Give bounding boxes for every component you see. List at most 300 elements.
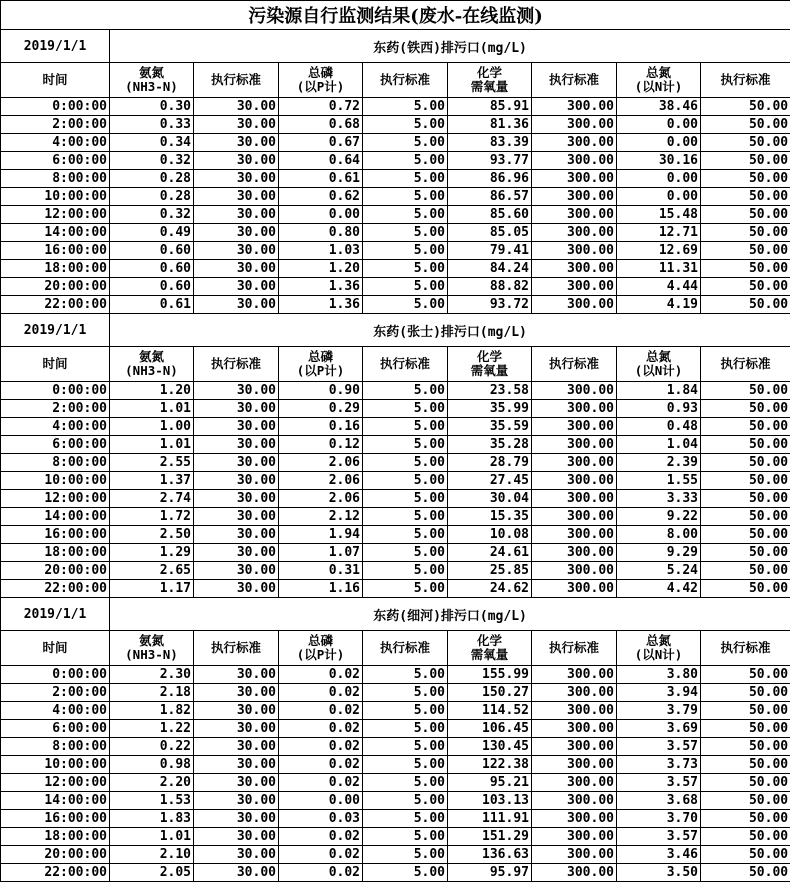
header-standard: 执行标准	[194, 631, 279, 666]
cell-ammonia-nitrogen: 1.01	[110, 436, 194, 454]
cell-ammonia-nitrogen: 1.22	[110, 720, 194, 738]
cell-nitrogen-standard: 50.00	[701, 580, 790, 598]
cell-nitrogen-standard: 50.00	[701, 828, 790, 846]
cell-ammonia-nitrogen: 0.32	[110, 152, 194, 170]
cell-total-nitrogen: 3.50	[617, 864, 701, 882]
cell-total-nitrogen: 0.00	[617, 170, 701, 188]
cell-ammonia-standard: 30.00	[194, 188, 279, 206]
cell-nitrogen-standard: 50.00	[701, 242, 790, 260]
table-row	[1, 810, 790, 828]
cell-ammonia-nitrogen: 1.00	[110, 418, 194, 436]
cell-ammonia-standard: 30.00	[194, 738, 279, 756]
cell-time: 14:00:00	[1, 792, 110, 810]
cell-time: 8:00:00	[1, 454, 110, 472]
table-row	[1, 738, 790, 756]
cell-ammonia-nitrogen: 1.83	[110, 810, 194, 828]
cell-cod-standard: 300.00	[532, 544, 617, 562]
table-row	[1, 472, 790, 490]
header-line: (NH3-N)	[125, 647, 178, 662]
cell-ammonia-nitrogen: 1.17	[110, 580, 194, 598]
header-total-nitrogen	[617, 63, 701, 98]
cell-nitrogen-standard: 50.00	[701, 152, 790, 170]
cell-nitrogen-standard: 50.00	[701, 134, 790, 152]
header-line: 总氮	[646, 633, 671, 648]
cell-total-nitrogen: 3.73	[617, 756, 701, 774]
header-line: (以P计)	[297, 79, 345, 94]
cell-cod-standard: 300.00	[532, 472, 617, 490]
cell-phosphorus-standard: 5.00	[363, 454, 448, 472]
cell-nitrogen-standard: 50.00	[701, 684, 790, 702]
header-line: 化学	[477, 349, 502, 364]
cell-phosphorus-standard: 5.00	[363, 544, 448, 562]
cell-total-nitrogen: 4.42	[617, 580, 701, 598]
cell-phosphorus-standard: 5.00	[363, 152, 448, 170]
cell-ammonia-nitrogen: 2.10	[110, 846, 194, 864]
cell-total-nitrogen: 12.69	[617, 242, 701, 260]
table-row	[1, 490, 790, 508]
cell-phosphorus-standard: 5.00	[363, 490, 448, 508]
cell-ammonia-nitrogen: 0.28	[110, 188, 194, 206]
cell-time: 10:00:00	[1, 756, 110, 774]
header-ammonia-nitrogen	[110, 347, 194, 382]
cell-time: 20:00:00	[1, 278, 110, 296]
header-time: 时间	[1, 63, 110, 98]
header-standard: 执行标准	[194, 347, 279, 382]
cell-total-phosphorus: 1.94	[279, 526, 363, 544]
cell-time: 20:00:00	[1, 846, 110, 864]
cell-total-phosphorus: 1.36	[279, 296, 363, 314]
cell-time: 0:00:00	[1, 98, 110, 116]
header-line: 氨氮	[139, 65, 164, 80]
table-row	[1, 206, 790, 224]
header-ammonia-nitrogen	[110, 63, 194, 98]
cell-ammonia-standard: 30.00	[194, 278, 279, 296]
cell-ammonia-standard: 30.00	[194, 134, 279, 152]
cell-ammonia-nitrogen: 0.60	[110, 260, 194, 278]
table-row	[1, 544, 790, 562]
cell-time: 22:00:00	[1, 864, 110, 882]
cell-cod: 86.96	[448, 170, 532, 188]
header-standard: 执行标准	[701, 347, 790, 382]
cell-total-nitrogen: 1.55	[617, 472, 701, 490]
table-row	[1, 116, 790, 134]
cell-cod: 111.91	[448, 810, 532, 828]
cell-nitrogen-standard: 50.00	[701, 382, 790, 400]
cell-ammonia-standard: 30.00	[194, 544, 279, 562]
cell-time: 12:00:00	[1, 206, 110, 224]
header-line: 总氮	[646, 65, 671, 80]
header-line: 总磷	[308, 633, 333, 648]
cell-total-phosphorus: 1.07	[279, 544, 363, 562]
cell-ammonia-standard: 30.00	[194, 720, 279, 738]
cell-cod-standard: 300.00	[532, 774, 617, 792]
cell-cod-standard: 300.00	[532, 864, 617, 882]
header-line: (以N计)	[635, 363, 683, 378]
cell-total-phosphorus: 0.02	[279, 738, 363, 756]
cell-cod-standard: 300.00	[532, 116, 617, 134]
cell-phosphorus-standard: 5.00	[363, 526, 448, 544]
cell-ammonia-standard: 30.00	[194, 756, 279, 774]
cell-ammonia-standard: 30.00	[194, 296, 279, 314]
cell-phosphorus-standard: 5.00	[363, 296, 448, 314]
section-date: 2019/1/1	[1, 314, 110, 347]
cell-ammonia-standard: 30.00	[194, 454, 279, 472]
cell-total-nitrogen: 3.69	[617, 720, 701, 738]
cell-cod: 24.61	[448, 544, 532, 562]
cell-nitrogen-standard: 50.00	[701, 490, 790, 508]
header-time: 时间	[1, 347, 110, 382]
section-header-row	[1, 30, 790, 63]
cell-total-nitrogen: 4.19	[617, 296, 701, 314]
cell-cod: 95.21	[448, 774, 532, 792]
table-row	[1, 864, 790, 882]
cell-nitrogen-standard: 50.00	[701, 278, 790, 296]
cell-cod: 81.36	[448, 116, 532, 134]
table-row	[1, 774, 790, 792]
cell-cod: 150.27	[448, 684, 532, 702]
cell-ammonia-standard: 30.00	[194, 702, 279, 720]
cell-total-nitrogen: 2.39	[617, 454, 701, 472]
cell-total-nitrogen: 0.00	[617, 188, 701, 206]
cell-time: 18:00:00	[1, 544, 110, 562]
cell-ammonia-standard: 30.00	[194, 206, 279, 224]
cell-phosphorus-standard: 5.00	[363, 684, 448, 702]
cell-time: 4:00:00	[1, 418, 110, 436]
cell-phosphorus-standard: 5.00	[363, 170, 448, 188]
header-line: 化学	[477, 633, 502, 648]
cell-phosphorus-standard: 5.00	[363, 580, 448, 598]
table-row	[1, 756, 790, 774]
cell-cod-standard: 300.00	[532, 400, 617, 418]
column-header-row	[1, 63, 790, 98]
cell-cod-standard: 300.00	[532, 792, 617, 810]
cell-phosphorus-standard: 5.00	[363, 864, 448, 882]
cell-cod: 35.99	[448, 400, 532, 418]
cell-phosphorus-standard: 5.00	[363, 756, 448, 774]
header-total-nitrogen	[617, 347, 701, 382]
cell-total-phosphorus: 0.72	[279, 98, 363, 116]
cell-time: 2:00:00	[1, 116, 110, 134]
cell-total-phosphorus: 0.02	[279, 684, 363, 702]
cell-time: 14:00:00	[1, 224, 110, 242]
cell-cod-standard: 300.00	[532, 260, 617, 278]
cell-total-phosphorus: 1.36	[279, 278, 363, 296]
cell-ammonia-nitrogen: 2.55	[110, 454, 194, 472]
cell-cod-standard: 300.00	[532, 720, 617, 738]
table-row	[1, 526, 790, 544]
cell-ammonia-standard: 30.00	[194, 242, 279, 260]
cell-nitrogen-standard: 50.00	[701, 454, 790, 472]
cell-ammonia-nitrogen: 0.28	[110, 170, 194, 188]
cell-cod-standard: 300.00	[532, 828, 617, 846]
cell-cod-standard: 300.00	[532, 224, 617, 242]
cell-total-phosphorus: 2.06	[279, 454, 363, 472]
table-row	[1, 188, 790, 206]
cell-total-phosphorus: 0.00	[279, 206, 363, 224]
table-row	[1, 242, 790, 260]
cell-cod-standard: 300.00	[532, 454, 617, 472]
cell-total-nitrogen: 30.16	[617, 152, 701, 170]
cell-cod: 103.13	[448, 792, 532, 810]
cell-phosphorus-standard: 5.00	[363, 400, 448, 418]
cell-ammonia-nitrogen: 1.53	[110, 792, 194, 810]
page-title: 污染源自行监测结果(废水-在线监测)	[1, 1, 790, 30]
table-row	[1, 720, 790, 738]
cell-total-phosphorus: 0.02	[279, 756, 363, 774]
cell-nitrogen-standard: 50.00	[701, 562, 790, 580]
cell-ammonia-nitrogen: 1.37	[110, 472, 194, 490]
cell-cod: 130.45	[448, 738, 532, 756]
cell-phosphorus-standard: 5.00	[363, 278, 448, 296]
cell-nitrogen-standard: 50.00	[701, 792, 790, 810]
cell-time: 14:00:00	[1, 508, 110, 526]
section-date: 2019/1/1	[1, 30, 110, 63]
header-line: 需氧量	[471, 79, 509, 94]
cell-nitrogen-standard: 50.00	[701, 810, 790, 828]
cell-phosphorus-standard: 5.00	[363, 792, 448, 810]
cell-ammonia-nitrogen: 0.34	[110, 134, 194, 152]
cell-cod: 106.45	[448, 720, 532, 738]
table-row	[1, 508, 790, 526]
cell-total-nitrogen: 9.29	[617, 544, 701, 562]
cell-cod: 86.57	[448, 188, 532, 206]
cell-ammonia-standard: 30.00	[194, 774, 279, 792]
cell-ammonia-nitrogen: 2.30	[110, 666, 194, 684]
cell-nitrogen-standard: 50.00	[701, 170, 790, 188]
cell-cod: 27.45	[448, 472, 532, 490]
cell-total-nitrogen: 15.48	[617, 206, 701, 224]
cell-cod-standard: 300.00	[532, 810, 617, 828]
table-row	[1, 454, 790, 472]
section-header-row	[1, 598, 790, 631]
header-standard: 执行标准	[532, 347, 617, 382]
cell-total-phosphorus: 0.02	[279, 666, 363, 684]
cell-nitrogen-standard: 50.00	[701, 224, 790, 242]
cell-ammonia-standard: 30.00	[194, 846, 279, 864]
cell-cod-standard: 300.00	[532, 684, 617, 702]
cell-time: 18:00:00	[1, 828, 110, 846]
header-standard: 执行标准	[532, 631, 617, 666]
cell-total-nitrogen: 0.00	[617, 134, 701, 152]
cell-ammonia-standard: 30.00	[194, 508, 279, 526]
cell-total-nitrogen: 11.31	[617, 260, 701, 278]
cell-total-nitrogen: 3.57	[617, 738, 701, 756]
cell-phosphorus-standard: 5.00	[363, 562, 448, 580]
header-line: 需氧量	[471, 363, 509, 378]
cell-time: 4:00:00	[1, 134, 110, 152]
cell-total-phosphorus: 2.06	[279, 490, 363, 508]
cell-phosphorus-standard: 5.00	[363, 810, 448, 828]
cell-nitrogen-standard: 50.00	[701, 206, 790, 224]
cell-total-phosphorus: 0.61	[279, 170, 363, 188]
cell-total-nitrogen: 8.00	[617, 526, 701, 544]
cell-phosphorus-standard: 5.00	[363, 436, 448, 454]
cell-total-nitrogen: 3.94	[617, 684, 701, 702]
header-line: 氨氮	[139, 349, 164, 364]
cell-cod-standard: 300.00	[532, 562, 617, 580]
cell-cod-standard: 300.00	[532, 382, 617, 400]
cell-nitrogen-standard: 50.00	[701, 544, 790, 562]
cell-time: 12:00:00	[1, 774, 110, 792]
header-line: (以P计)	[297, 363, 345, 378]
cell-total-nitrogen: 1.04	[617, 436, 701, 454]
cell-total-nitrogen: 0.00	[617, 116, 701, 134]
cell-total-nitrogen: 38.46	[617, 98, 701, 116]
cell-ammonia-nitrogen: 2.74	[110, 490, 194, 508]
cell-ammonia-nitrogen: 0.32	[110, 206, 194, 224]
cell-total-phosphorus: 1.16	[279, 580, 363, 598]
cell-total-nitrogen: 3.80	[617, 666, 701, 684]
header-line: 总磷	[308, 65, 333, 80]
cell-total-phosphorus: 0.02	[279, 720, 363, 738]
table-row	[1, 792, 790, 810]
cell-ammonia-standard: 30.00	[194, 224, 279, 242]
cell-time: 16:00:00	[1, 810, 110, 828]
cell-cod: 85.05	[448, 224, 532, 242]
cell-nitrogen-standard: 50.00	[701, 260, 790, 278]
header-line: (以N计)	[635, 79, 683, 94]
cell-cod: 114.52	[448, 702, 532, 720]
cell-total-phosphorus: 1.03	[279, 242, 363, 260]
cell-cod: 136.63	[448, 846, 532, 864]
cell-total-nitrogen: 3.57	[617, 774, 701, 792]
table-row	[1, 260, 790, 278]
cell-cod-standard: 300.00	[532, 206, 617, 224]
cell-ammonia-nitrogen: 1.20	[110, 382, 194, 400]
column-header-row	[1, 631, 790, 666]
cell-cod-standard: 300.00	[532, 134, 617, 152]
cell-total-phosphorus: 0.02	[279, 702, 363, 720]
cell-phosphorus-standard: 5.00	[363, 720, 448, 738]
cell-phosphorus-standard: 5.00	[363, 98, 448, 116]
cell-total-nitrogen: 3.68	[617, 792, 701, 810]
cell-cod: 23.58	[448, 382, 532, 400]
cell-ammonia-nitrogen: 2.65	[110, 562, 194, 580]
cell-cod-standard: 300.00	[532, 418, 617, 436]
cell-phosphorus-standard: 5.00	[363, 846, 448, 864]
table-row	[1, 702, 790, 720]
station-title: 东药(细河)排污口(mg/L)	[110, 598, 790, 631]
cell-nitrogen-standard: 50.00	[701, 864, 790, 882]
cell-total-nitrogen: 3.33	[617, 490, 701, 508]
cell-total-nitrogen: 3.57	[617, 828, 701, 846]
cell-ammonia-standard: 30.00	[194, 864, 279, 882]
cell-time: 18:00:00	[1, 260, 110, 278]
header-cod	[448, 63, 532, 98]
header-standard: 执行标准	[194, 63, 279, 98]
cell-phosphorus-standard: 5.00	[363, 418, 448, 436]
cell-phosphorus-standard: 5.00	[363, 242, 448, 260]
cell-ammonia-standard: 30.00	[194, 490, 279, 508]
cell-total-phosphorus: 0.68	[279, 116, 363, 134]
cell-cod: 10.08	[448, 526, 532, 544]
table-row	[1, 296, 790, 314]
header-total-nitrogen	[617, 631, 701, 666]
cell-total-phosphorus: 2.06	[279, 472, 363, 490]
cell-time: 22:00:00	[1, 580, 110, 598]
cell-ammonia-nitrogen: 2.20	[110, 774, 194, 792]
cell-time: 10:00:00	[1, 188, 110, 206]
cell-total-phosphorus: 0.80	[279, 224, 363, 242]
cell-cod: 35.59	[448, 418, 532, 436]
header-standard: 执行标准	[701, 631, 790, 666]
cell-total-phosphorus: 0.02	[279, 774, 363, 792]
header-cod	[448, 347, 532, 382]
cell-total-phosphorus: 0.64	[279, 152, 363, 170]
cell-nitrogen-standard: 50.00	[701, 738, 790, 756]
cell-cod-standard: 300.00	[532, 152, 617, 170]
cell-cod-standard: 300.00	[532, 278, 617, 296]
table-row	[1, 666, 790, 684]
cell-ammonia-nitrogen: 0.49	[110, 224, 194, 242]
table-row	[1, 152, 790, 170]
header-line: (以P计)	[297, 647, 345, 662]
cell-ammonia-standard: 30.00	[194, 526, 279, 544]
cell-phosphorus-standard: 5.00	[363, 134, 448, 152]
cell-nitrogen-standard: 50.00	[701, 666, 790, 684]
cell-phosphorus-standard: 5.00	[363, 472, 448, 490]
table-row	[1, 170, 790, 188]
cell-nitrogen-standard: 50.00	[701, 526, 790, 544]
cell-total-phosphorus: 0.16	[279, 418, 363, 436]
cell-total-phosphorus: 0.62	[279, 188, 363, 206]
cell-total-phosphorus: 0.67	[279, 134, 363, 152]
cell-cod: 88.82	[448, 278, 532, 296]
header-total-phosphorus	[279, 347, 363, 382]
cell-nitrogen-standard: 50.00	[701, 472, 790, 490]
cell-ammonia-nitrogen: 1.29	[110, 544, 194, 562]
cell-total-phosphorus: 0.31	[279, 562, 363, 580]
cell-phosphorus-standard: 5.00	[363, 188, 448, 206]
cell-cod-standard: 300.00	[532, 702, 617, 720]
cell-total-phosphorus: 0.03	[279, 810, 363, 828]
cell-total-nitrogen: 5.24	[617, 562, 701, 580]
cell-cod-standard: 300.00	[532, 296, 617, 314]
header-standard: 执行标准	[532, 63, 617, 98]
cell-cod-standard: 300.00	[532, 242, 617, 260]
cell-cod: 95.97	[448, 864, 532, 882]
section-date: 2019/1/1	[1, 598, 110, 631]
cell-ammonia-standard: 30.00	[194, 810, 279, 828]
table-row	[1, 684, 790, 702]
header-ammonia-nitrogen	[110, 631, 194, 666]
cell-ammonia-standard: 30.00	[194, 418, 279, 436]
cell-cod: 93.77	[448, 152, 532, 170]
cell-total-nitrogen: 9.22	[617, 508, 701, 526]
cell-nitrogen-standard: 50.00	[701, 702, 790, 720]
cell-phosphorus-standard: 5.00	[363, 224, 448, 242]
cell-cod-standard: 300.00	[532, 188, 617, 206]
cell-ammonia-standard: 30.00	[194, 382, 279, 400]
cell-total-nitrogen: 3.79	[617, 702, 701, 720]
cell-ammonia-standard: 30.00	[194, 666, 279, 684]
header-line: 氨氮	[139, 633, 164, 648]
cell-total-phosphorus: 0.90	[279, 382, 363, 400]
cell-ammonia-standard: 30.00	[194, 98, 279, 116]
header-line: 总磷	[308, 349, 333, 364]
table-row	[1, 828, 790, 846]
cell-ammonia-nitrogen: 2.18	[110, 684, 194, 702]
cell-time: 12:00:00	[1, 490, 110, 508]
cell-ammonia-nitrogen: 1.01	[110, 400, 194, 418]
cell-nitrogen-standard: 50.00	[701, 418, 790, 436]
cell-total-nitrogen: 12.71	[617, 224, 701, 242]
cell-total-nitrogen: 0.93	[617, 400, 701, 418]
cell-cod-standard: 300.00	[532, 738, 617, 756]
title-row	[1, 1, 790, 30]
header-total-phosphorus	[279, 631, 363, 666]
cell-time: 8:00:00	[1, 170, 110, 188]
